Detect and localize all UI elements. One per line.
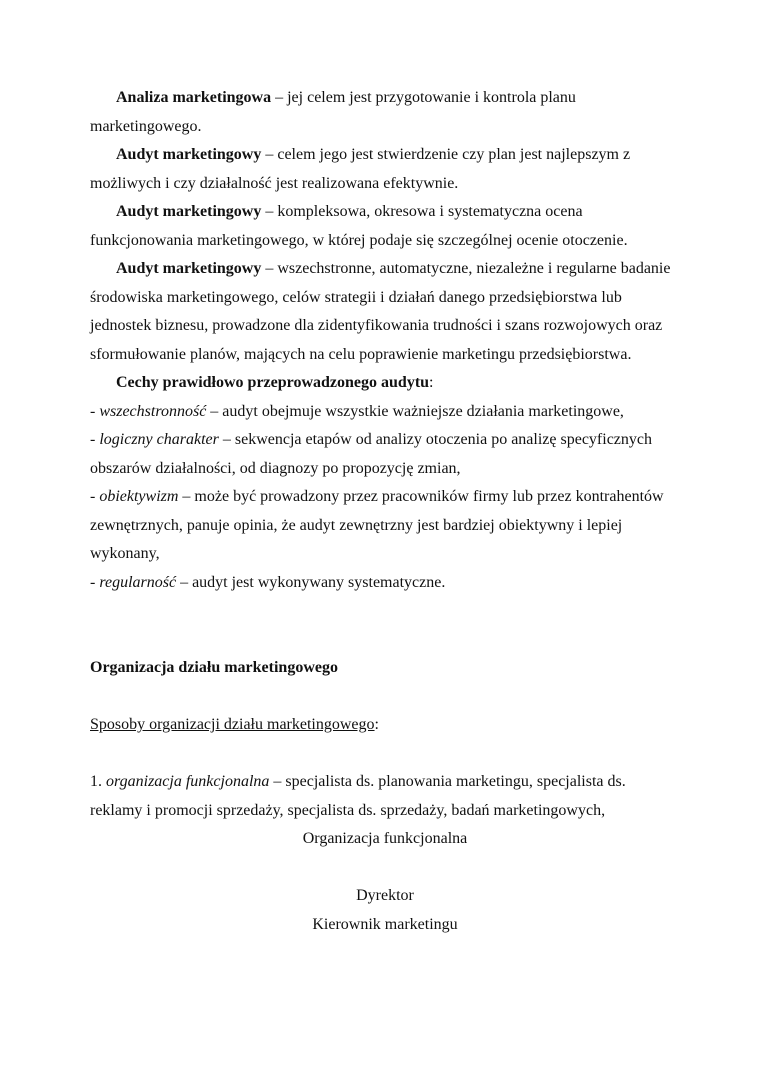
list-item-prefix: - [90,573,100,591]
definition-text: – kompleksowa, okresowa i systematyczna ocena funkcjonowania marketingowego, w której podaje się szczególnej ocenie otoczenie. [90,203,628,249]
document-page [90,84,680,939]
list-item [90,426,680,483]
list-item-term: wszechstronność [99,402,207,420]
list-item [90,483,680,569]
org-chart-level-marketing-manager: Kierownik marketingu [312,915,458,933]
org-chart-level-director: Dyrektor [356,887,414,904]
list-item [90,398,680,427]
section-subheading [90,711,680,740]
list-item-prefix: - [90,402,100,420]
definition-text: – wszechstronne, automatyczne, niezależne i regularne badanie środowiska marketingowego, celów strategii i działań danego przedsiębiorstwa lub jednostek biznesu, prowadzone dla zidentyfikowania trudności i szans rozwojowych oraz sformułowanie planów, mających na celu poprawienie marketingu przedsiębiorstwa. [90,260,671,363]
features-heading-colon: : [429,374,434,391]
definition-term: Audyt marketingowy [116,203,262,220]
item-number: 1. [90,773,106,790]
definition-text: – jej celem jest przygotowanie i kontrola planu marketingowego. [90,89,576,135]
features-heading [90,369,680,398]
definition-term: Analiza marketingowa [116,89,272,106]
features-heading-text: Cechy prawidłowo przeprowadzonego audytu [116,374,430,391]
definition-term: Audyt marketingowy [116,146,262,163]
list-item-term: obiektywizm [99,488,179,505]
list-item-term: regularność [99,573,177,591]
list-item-text: – sekwencja etapów od analizy otoczenia po analizę specyficznych obszarów działalności, od diagnozy po propozycję zmian, [90,431,652,477]
list-item-text: – audyt jest wykonywany systematyczne. [176,573,446,591]
list-item-prefix: - [90,431,100,448]
list-item-prefix: - [90,488,100,505]
numbered-item [90,768,680,825]
list-item-text: – audyt obejmuje wszystkie ważniejsze działania marketingowe, [206,402,624,420]
subheading-text: Sposoby organizacji działu marketingowego [90,716,375,733]
list-item-text: – może być prowadzony przez pracowników firmy lub przez kontrahentów zewnętrznych, panuje opinia, że audyt zewnętrzny jest bardziej obiektywny i lepiej wykonany, [90,488,664,562]
list-item [90,569,680,598]
subheading-colon: : [374,716,379,733]
org-chart-title: Organizacja funkcjonalna [302,830,468,847]
definition-paragraph [90,198,680,255]
definition-term: Audyt marketingowy [116,260,262,277]
definition-text: – celem jego jest stwierdzenie czy plan jest najlepszym z możliwych i czy działalność jest realizowana efektywnie. [90,146,631,192]
item-text: – specjalista ds. planowania marketingu, specjalista ds. reklamy i promocji sprzedaży, specjalista ds. sprzedaży, badań marketingowych, [90,773,626,819]
definition-paragraph [90,84,680,141]
list-item-term: logiczny charakter [99,431,219,448]
section-heading: Organizacja działu marketingowego [90,659,338,676]
item-term: organizacja funkcjonalna [106,773,270,790]
definition-paragraph [90,141,680,198]
definition-paragraph [90,255,680,369]
